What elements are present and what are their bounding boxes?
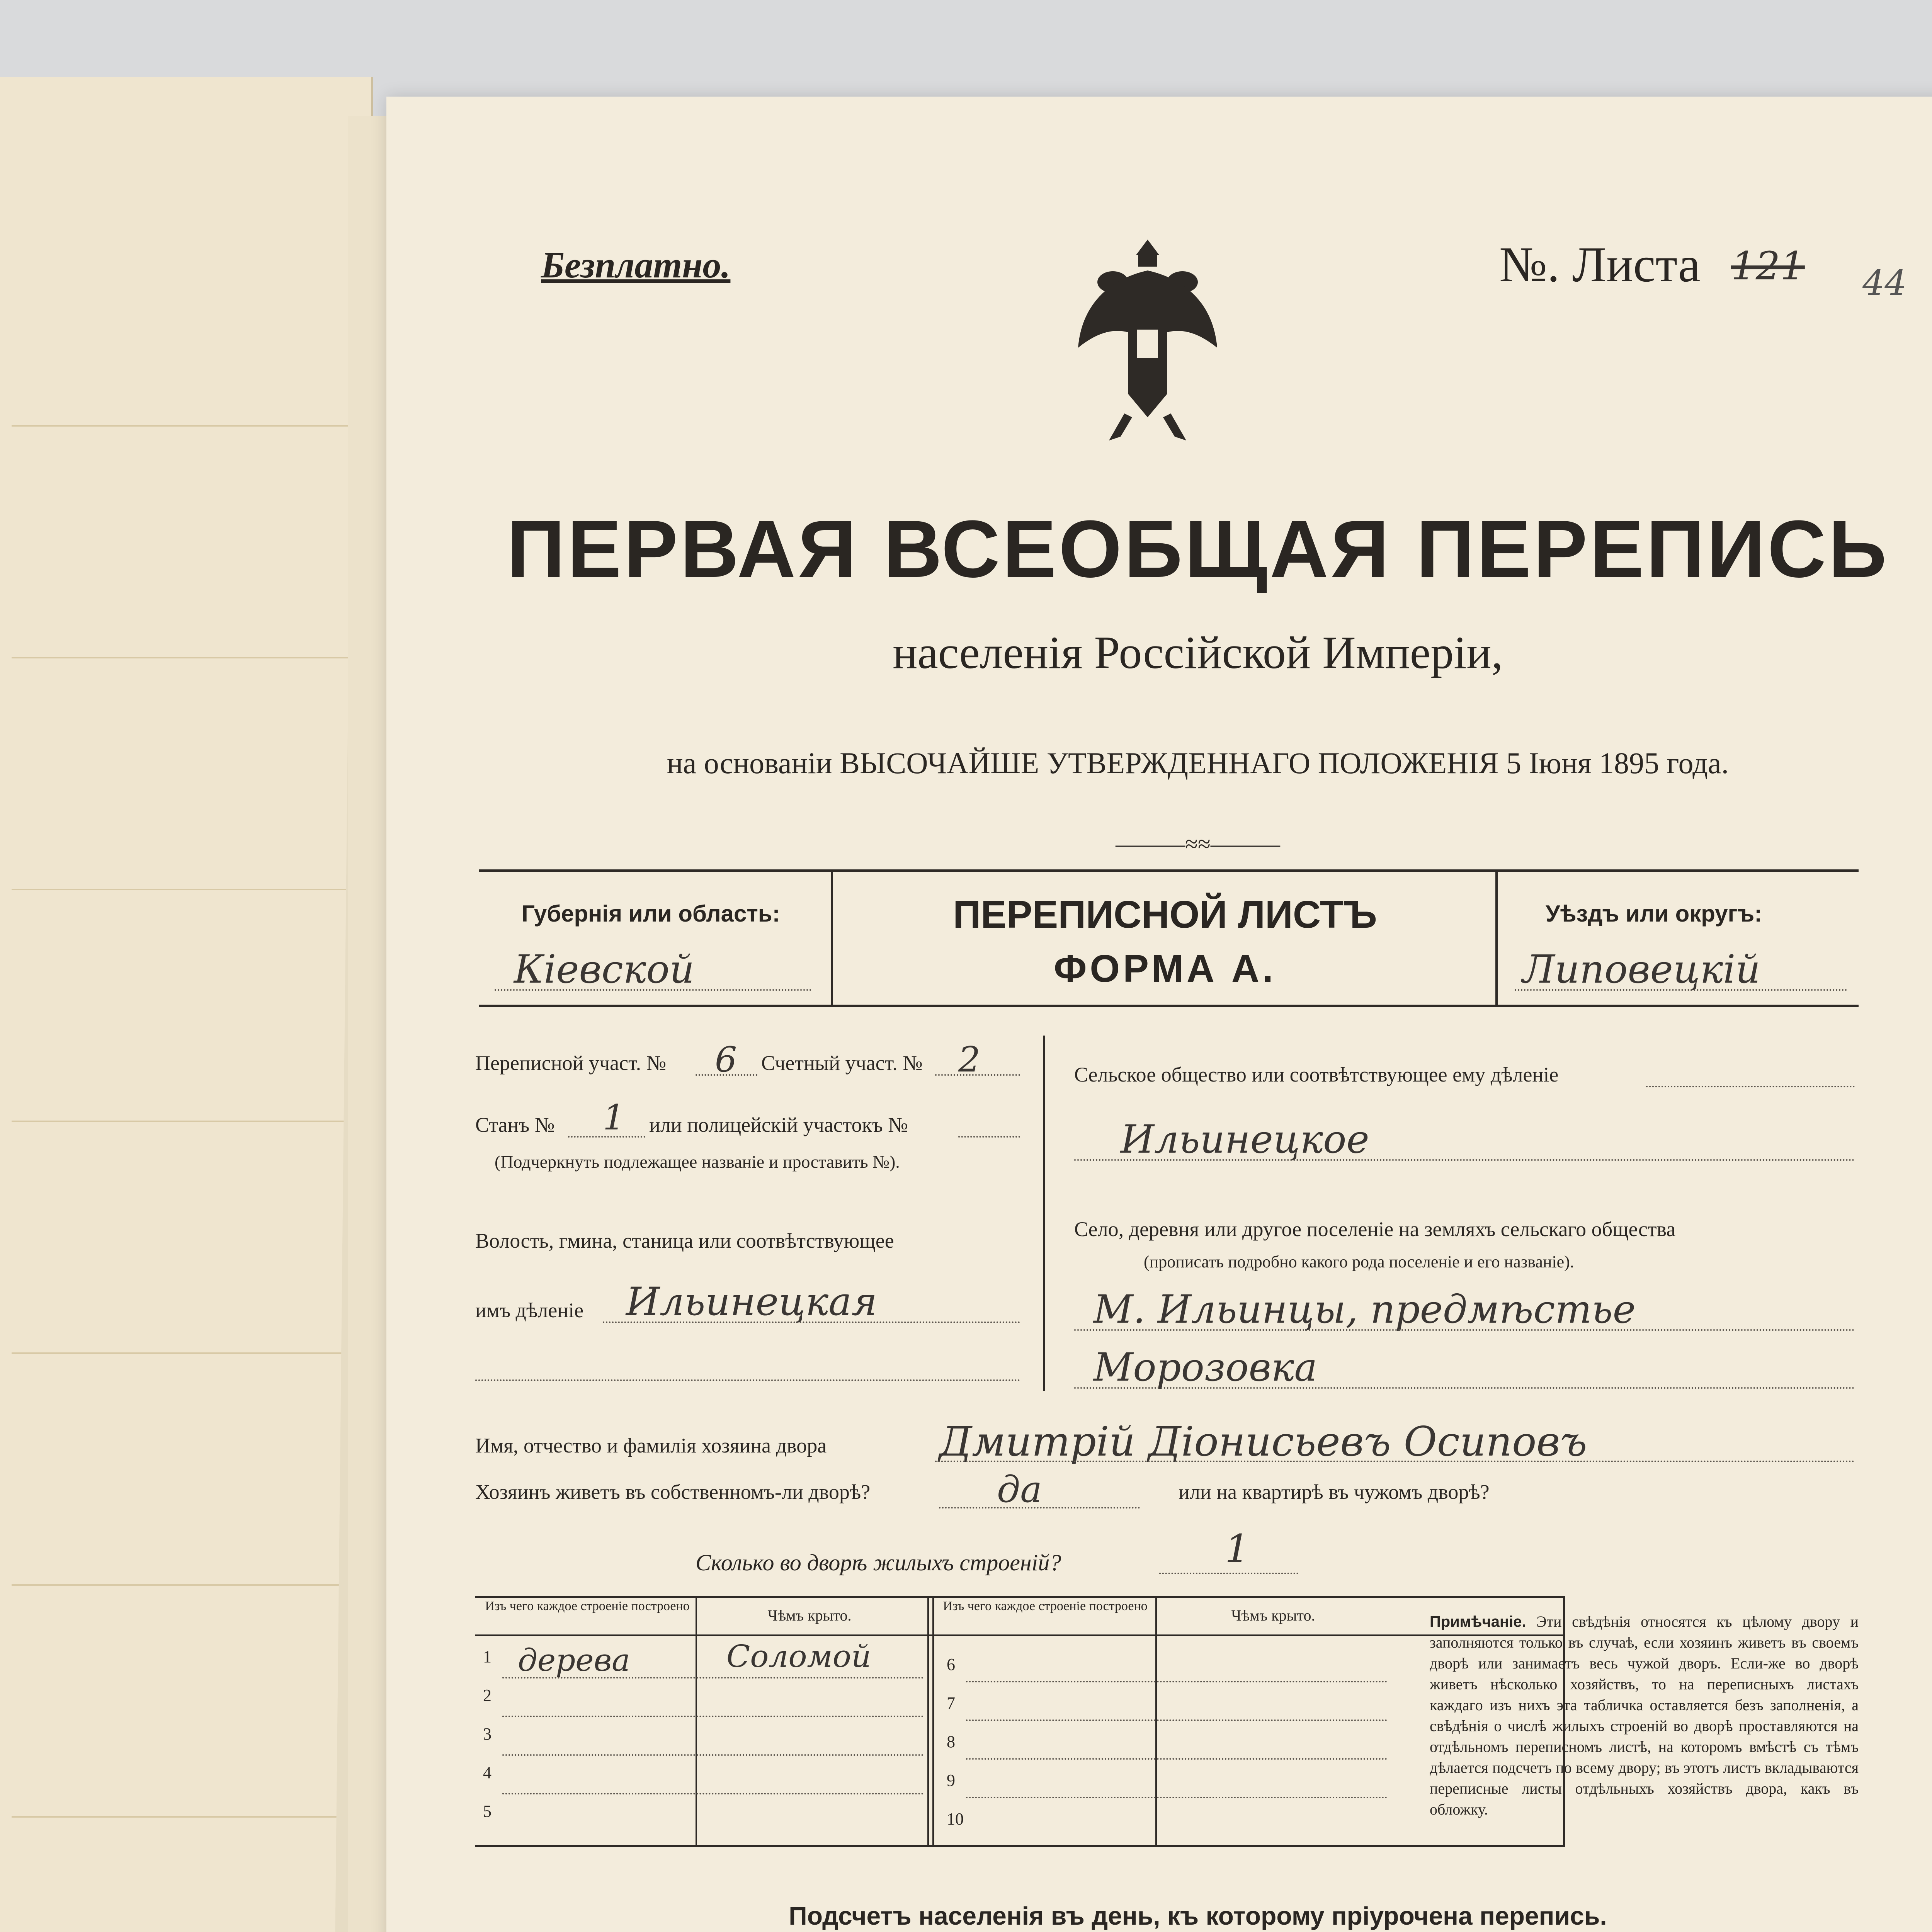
count-area-label: Счетный участ. № xyxy=(761,1051,923,1075)
own-yard-label: Хозяинъ живетъ въ собственномъ-ли дворѣ? xyxy=(475,1480,871,1503)
sheet-number-label: №. Листа xyxy=(1499,237,1701,293)
village-value: М. Ильинцы, предмѣстье xyxy=(1094,1287,1636,1332)
table-row-rule xyxy=(502,1754,923,1756)
material-col-header: Изъ чего каждое строеніе построено xyxy=(943,1599,1148,1613)
buildings-note xyxy=(1430,1611,1859,1820)
own-yard-underline xyxy=(939,1507,1140,1509)
table-row-rule xyxy=(966,1797,1387,1798)
band-top-rule xyxy=(479,869,1859,872)
buildings-count-underline xyxy=(1159,1573,1298,1574)
society-underline-2 xyxy=(1074,1159,1855,1161)
table-row-rule xyxy=(966,1719,1387,1721)
note-text: Эти свѣдѣнія относятся къ цѣлому двору и заполняются только въ случаѣ, если хозяинъ живетъ въ своемъ дворѣ или занимаетъ весь чужой дворъ. Если-же во дворѣ живетъ нѣсколько хозяйствъ, то на переписныхъ листахъ каждаго изъ нихъ эта табличка оставляется безъ заполненія, а свѣдѣнія о числѣ жилыхъ строеній во дворѣ проставляются на отдѣльномъ переписномъ листѣ, на которомъ вмѣстѣ съ тѣмъ дѣлается подсчетъ по всему двору; въ этотъ листъ вкладываются переписные листы отдѣльныхъ хозяйствъ двора, какъ въ обложку. xyxy=(1430,1613,1859,1818)
legal-basis: на основаніи ВЫСОЧАЙШЕ УТВЕРЖДЕННАГО ПОЛОЖЕНІЯ 5 Іюня 1895 года. xyxy=(667,746,1729,780)
police-label: или полицейскій участокъ № xyxy=(649,1113,908,1136)
buildings-count-label: Сколько во дворѣ жилыхъ строеній? xyxy=(696,1550,1061,1575)
row-number: 9 xyxy=(947,1771,955,1790)
row-number: 1 xyxy=(483,1647,492,1666)
volost-underline xyxy=(603,1321,1020,1323)
table-row-rule xyxy=(966,1681,1387,1682)
column-divider xyxy=(1043,1036,1045,1391)
village-underline-2 xyxy=(1074,1387,1855,1389)
note-title: Примѣчаніе. xyxy=(1430,1613,1526,1630)
uezd-underline xyxy=(1515,989,1847,991)
table-row-rule xyxy=(966,1758,1387,1760)
society-underline xyxy=(1646,1086,1855,1087)
row1-material-value: дерева xyxy=(518,1642,630,1678)
police-underline xyxy=(958,1136,1020,1138)
village-value-2: Морозовка xyxy=(1094,1345,1318,1390)
row1-roof-value: Соломой xyxy=(726,1638,871,1674)
village-underline xyxy=(1074,1329,1855,1331)
own-yard-value: да xyxy=(997,1468,1042,1511)
volost-value: Ильинецкая xyxy=(626,1279,878,1324)
row-number: 7 xyxy=(947,1694,955,1713)
table-col-rule xyxy=(1155,1596,1157,1847)
band-bottom-rule xyxy=(479,1005,1859,1007)
census-area-label: Переписной участ. № xyxy=(475,1051,667,1075)
table-row-rule xyxy=(502,1716,923,1717)
volost-label: Волость, гмина, станица или соотвѣтствующее xyxy=(475,1229,894,1252)
ornament-divider: ———≈≈——— xyxy=(1116,831,1280,857)
census-area-underline xyxy=(696,1074,757,1076)
material-col-header: Изъ чего каждое строеніе построено xyxy=(485,1599,690,1613)
gubernia-value: Кіевской xyxy=(514,947,695,992)
row-number: 8 xyxy=(947,1732,955,1751)
sheet-number-value: 121 xyxy=(1731,243,1805,289)
count-area-value: 2 xyxy=(958,1039,981,1080)
adjacent-sheet xyxy=(0,77,373,1932)
table-row-rule xyxy=(502,1793,923,1794)
row-number: 4 xyxy=(483,1763,492,1782)
roof-col-header: Чѣмъ крыто. xyxy=(767,1607,852,1624)
table-col-rule xyxy=(696,1596,697,1847)
census-form-page xyxy=(386,97,1932,1932)
census-area-value: 6 xyxy=(715,1039,737,1080)
owner-name-label: Имя, отчество и фамилія хозяина двора xyxy=(475,1434,827,1457)
band-divider xyxy=(1495,869,1498,1005)
uezd-value: Липовецкій xyxy=(1522,947,1760,992)
table-header-rule xyxy=(475,1634,1565,1636)
form-title: ФОРМА А. xyxy=(1054,947,1276,990)
underline-note: (Подчеркнуть подлежащее названіе и проставить №). xyxy=(495,1152,900,1172)
band-divider xyxy=(831,869,833,1005)
row-number: 6 xyxy=(947,1655,955,1674)
population-table-title: Подсчетъ населенія въ день, къ которому пріурочена перепись. xyxy=(789,1901,1607,1930)
count-area-underline xyxy=(935,1074,1020,1076)
buildings-count-value: 1 xyxy=(1225,1526,1250,1571)
gubernia-underline xyxy=(495,989,811,991)
stan-value: 1 xyxy=(603,1097,625,1138)
volost-underline-2 xyxy=(475,1379,1020,1381)
row-number: 3 xyxy=(483,1725,492,1743)
main-title: ПЕРВАЯ ВСЕОБЩАЯ ПЕРЕПИСЬ xyxy=(507,503,1889,594)
table-double-divider xyxy=(927,1596,934,1847)
rent-label: или на квартирѣ въ чужомъ дворѣ? xyxy=(1179,1480,1490,1503)
margin-number: 44 xyxy=(1862,263,1907,303)
stan-label: Станъ № xyxy=(475,1113,555,1136)
row-number: 2 xyxy=(483,1686,492,1705)
volost-label-2: имъ дѣленіе xyxy=(475,1299,584,1322)
roof-col-header: Чѣмъ крыто. xyxy=(1231,1607,1315,1624)
sheet-title: ПЕРЕПИСНОЙ ЛИСТЪ xyxy=(953,893,1377,936)
buildings-table xyxy=(475,1596,1565,1847)
row-number: 10 xyxy=(947,1810,964,1828)
free-label: Безплатно. xyxy=(541,244,731,286)
owner-name-underline xyxy=(935,1461,1855,1462)
row-number: 5 xyxy=(483,1802,492,1821)
subtitle: населенія Россійской Имперіи, xyxy=(893,627,1503,678)
gubernia-label: Губернія или область: xyxy=(522,901,780,927)
owner-name-value: Дмитрій Діонисьевъ Осиповъ xyxy=(939,1418,1587,1465)
society-label: Сельское общество или соотвѣтствующее ему дѣленіе xyxy=(1074,1063,1559,1086)
village-label: Село, деревня или другое поселеніе на земляхъ сельскаго общества xyxy=(1074,1218,1676,1241)
village-note: (прописать подробно какого рода поселеніе и его названіе). xyxy=(1144,1252,1574,1271)
uezd-label: Уѣздъ или округъ: xyxy=(1546,901,1762,927)
stan-underline xyxy=(568,1136,645,1138)
society-value: Ильинецкое xyxy=(1121,1117,1369,1162)
double-headed-eagle-emblem xyxy=(1066,232,1229,448)
